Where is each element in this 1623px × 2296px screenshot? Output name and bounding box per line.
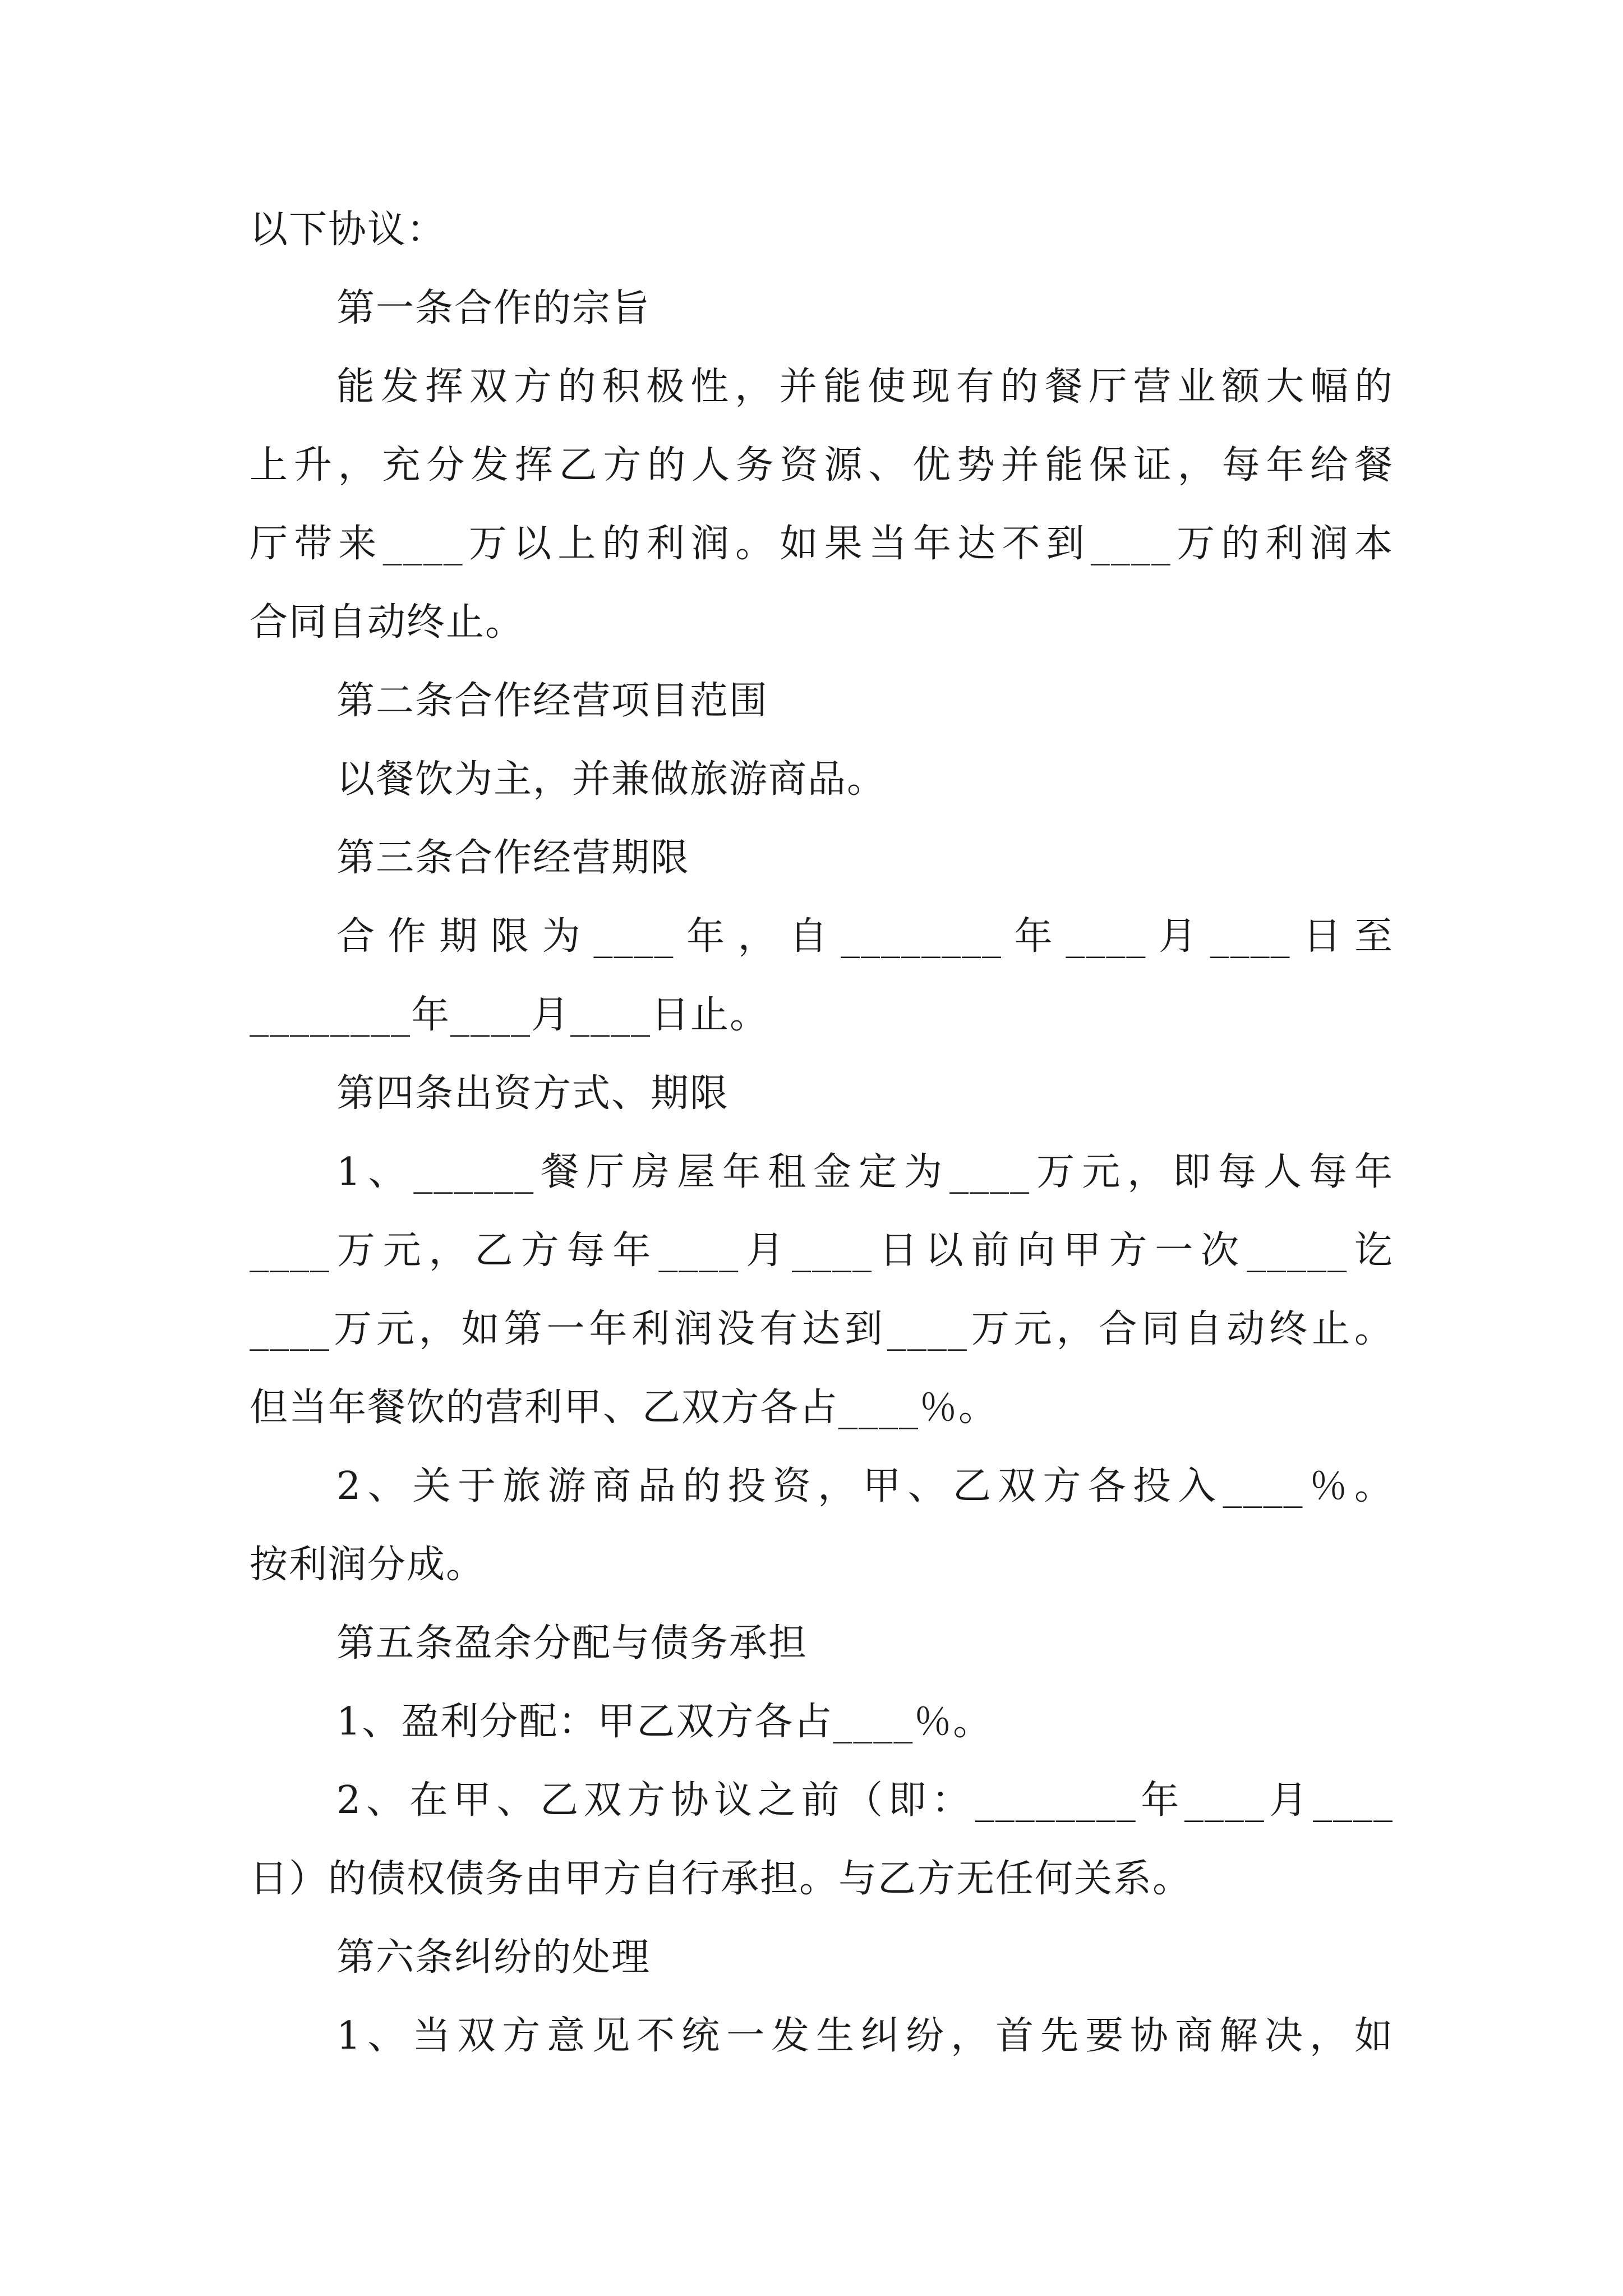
section-heading: 第一条合作的宗旨: [336, 286, 651, 330]
section-heading: 第四条出资方式、期限: [336, 1071, 730, 1116]
text-line: 合同自动终止。: [250, 600, 525, 645]
text-line: ____万元，乙方每年____月____日以前向甲方一次_____讫: [250, 1228, 1394, 1273]
text-line: 以下协议：: [250, 208, 446, 252]
section-heading: 第二条合作经营项目范围: [336, 679, 769, 723]
text-line: 上升，充分发挥乙方的人务资源、优势并能保证，每年给餐: [250, 443, 1394, 487]
text-line: 日）的债权债务由甲方自行承担。与乙方无任何关系。: [250, 1857, 1192, 1901]
section-heading: 第三条合作经营期限: [336, 836, 690, 880]
text-line: 按利润分成。: [250, 1543, 486, 1587]
text-line: 1、盈利分配：甲乙双方各占____％。: [336, 1700, 993, 1744]
section-heading: 第六条纠纷的处理: [336, 1935, 651, 1980]
text-line: 2、在甲、乙双方协议之前（即：________年____月____: [336, 1778, 1394, 1823]
text-line: 1、______餐厅房屋年租金定为____万元，即每人每年: [336, 1150, 1394, 1194]
text-line: 以餐饮为主，并兼做旅游商品。: [336, 757, 887, 802]
text-line: 但当年餐饮的营利甲、乙双方各占____％。: [250, 1386, 998, 1430]
text-line: 合作期限为____年，自________年____月____日至: [336, 914, 1394, 959]
text-line: 2、关于旅游商品的投资，甲、乙双方各投入____％。: [336, 1464, 1394, 1508]
text-line: 1、当双方意见不统一发生纠纷，首先要协商解决，如: [336, 2014, 1394, 2058]
text-line: 能发挥双方的积极性，并能使现有的餐厅营业额大幅的: [336, 365, 1394, 409]
text-line: ________年____月____日止。: [250, 993, 769, 1037]
section-heading: 第五条盈余分配与债务承担: [336, 1621, 808, 1665]
text-line: ____万元，如第一年利润没有达到____万元，合同自动终止。: [250, 1307, 1394, 1351]
text-line: 厅带来____万以上的利润。如果当年达不到____万的利润本: [250, 522, 1394, 566]
